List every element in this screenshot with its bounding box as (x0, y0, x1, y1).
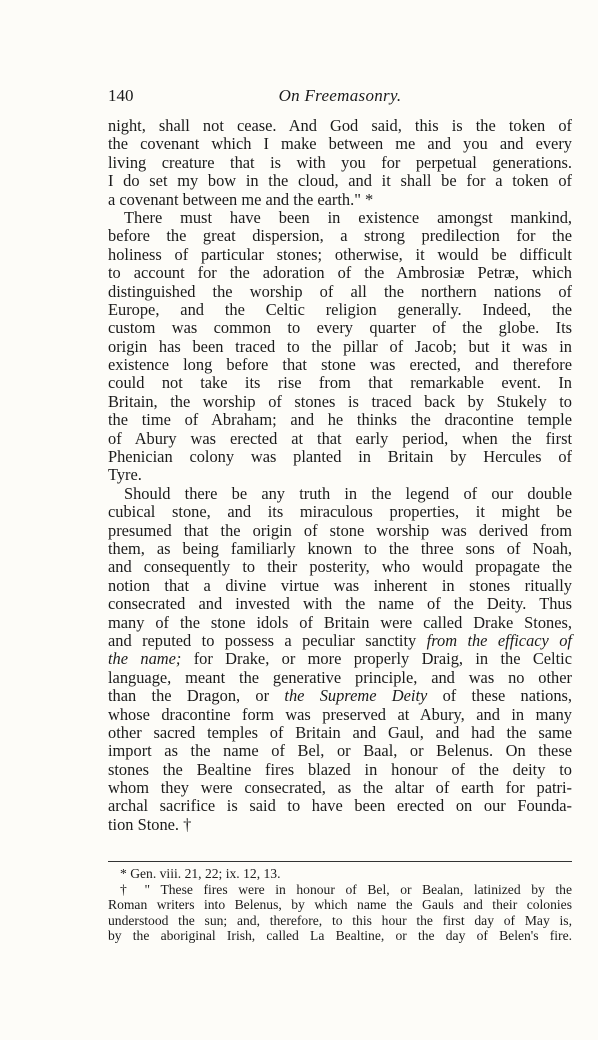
text-line: distinguished the worship of all the northern nations of (108, 281, 572, 301)
body-text (108, 117, 572, 834)
italic-phrase: from the efficacy of (426, 630, 572, 650)
text-line: stones the Bealtine fires blazed in honour of the deity to (108, 759, 572, 779)
italic-phrase: the name; (108, 649, 182, 669)
text-line: many of the stone idols of Britain were called Drake Stones, (108, 612, 572, 632)
text-segment: for Drake, or more properly Draig, in the Celtic (181, 649, 572, 669)
text-line: presumed that the origin of stone worship was derived from (108, 520, 572, 540)
text-line: the covenant which I make between me and you and every (108, 134, 572, 154)
text-line: I do set my bow in the cloud, and it shall be for a token of (108, 171, 572, 191)
footnote-rule (108, 861, 572, 862)
page-number: 140 (108, 86, 134, 105)
footnotes (108, 866, 572, 944)
text-line (108, 632, 572, 650)
text-line: archal sacrifice is said to have been erected on our Founda- (108, 796, 572, 816)
text-line: holiness of particular stones; otherwise, it would be difficult (108, 244, 572, 264)
text-line: a covenant between me and the earth." * (108, 189, 374, 209)
text-line (108, 650, 572, 668)
text-line: whose dracontine form was preserved at Abury, and in many (108, 704, 572, 724)
text-line: custom was common to every quarter of the globe. Its (108, 318, 572, 338)
footnote-line: Roman writers into Belenus, by which name the Gauls and their colonies (108, 897, 572, 913)
text-line: consecrated and invested with the name of the Deity. Thus (108, 594, 572, 614)
text-line: language, meant the generative principle, and was no other (108, 667, 572, 687)
text-line: Phenician colony was planted in Britain by Hercules of (108, 447, 572, 467)
page-header (108, 86, 572, 110)
text-segment: of these nations, (427, 686, 572, 706)
running-title: On Freemasonry. (278, 86, 402, 105)
text-line: whom they were consecrated, as the altar of earth for patri- (108, 778, 572, 798)
paragraph-start-line: There must have been in existence amongst mankind, (124, 207, 572, 227)
text-line: other sacred temples of Britain and Gaul, and had the same (108, 722, 572, 742)
text-line: before the great dispersion, a strong predilection for the (108, 226, 572, 246)
text-line: notion that a divine virtue was inherent in stones ritually (108, 575, 572, 595)
text-line: night, shall not cease. And God said, this is the token of (108, 116, 572, 135)
text-line: to account for the adoration of the Ambrosiæ Petræ, which (108, 263, 572, 283)
text-line: existence long before that stone was erected, and therefore (108, 355, 572, 375)
text-line: Tyre. (108, 465, 142, 485)
text-line: origin has been traced to the pillar of Jacob; but it was in (108, 336, 572, 356)
text-line: and consequently to their posterity, who would propagate the (108, 557, 572, 577)
text-line: tion Stone. † (108, 814, 192, 834)
text-line: could not take its rise from that remarkable event. In (108, 373, 572, 393)
text-line: living creature that is with you for perpetual generations. (108, 152, 572, 172)
text-segment: than the Dragon, or (108, 686, 285, 706)
text-line: cubical stone, and its miraculous properties, it might be (108, 502, 572, 522)
footnote-line: † " These fires were in honour of Bel, or Bealan, latinized by the (120, 881, 572, 897)
text-line: import as the name of Bel, or Baal, or Belenus. On these (108, 741, 572, 761)
text-line: Britain, the worship of stones is traced back by Stukely to (108, 391, 572, 411)
text-line: the time of Abraham; and he thinks the dracontine temple (108, 410, 572, 430)
text-line: Europe, and the Celtic religion generally. Indeed, the (108, 299, 572, 319)
footnote-line: understood the sun; and, therefore, to this hour the first day of May is, (108, 912, 572, 928)
footnote-line: by the aboriginal Irish, called La Bealtine, or the day of Belen's fire. (108, 928, 572, 944)
text-segment: and reputed to possess a peculiar sanctity (108, 630, 417, 650)
text-line: them, as being familiarly known to the three sons of Noah, (108, 538, 572, 558)
text-line: of Abury was erected at that early period, when the first (108, 428, 572, 448)
italic-phrase: the Supreme Deity (284, 686, 428, 706)
text-line (108, 687, 572, 705)
paragraph-start-line: Should there be any truth in the legend of our double (124, 483, 572, 503)
footnote-line: * Gen. viii. 21, 22; ix. 12, 13. (120, 866, 281, 881)
